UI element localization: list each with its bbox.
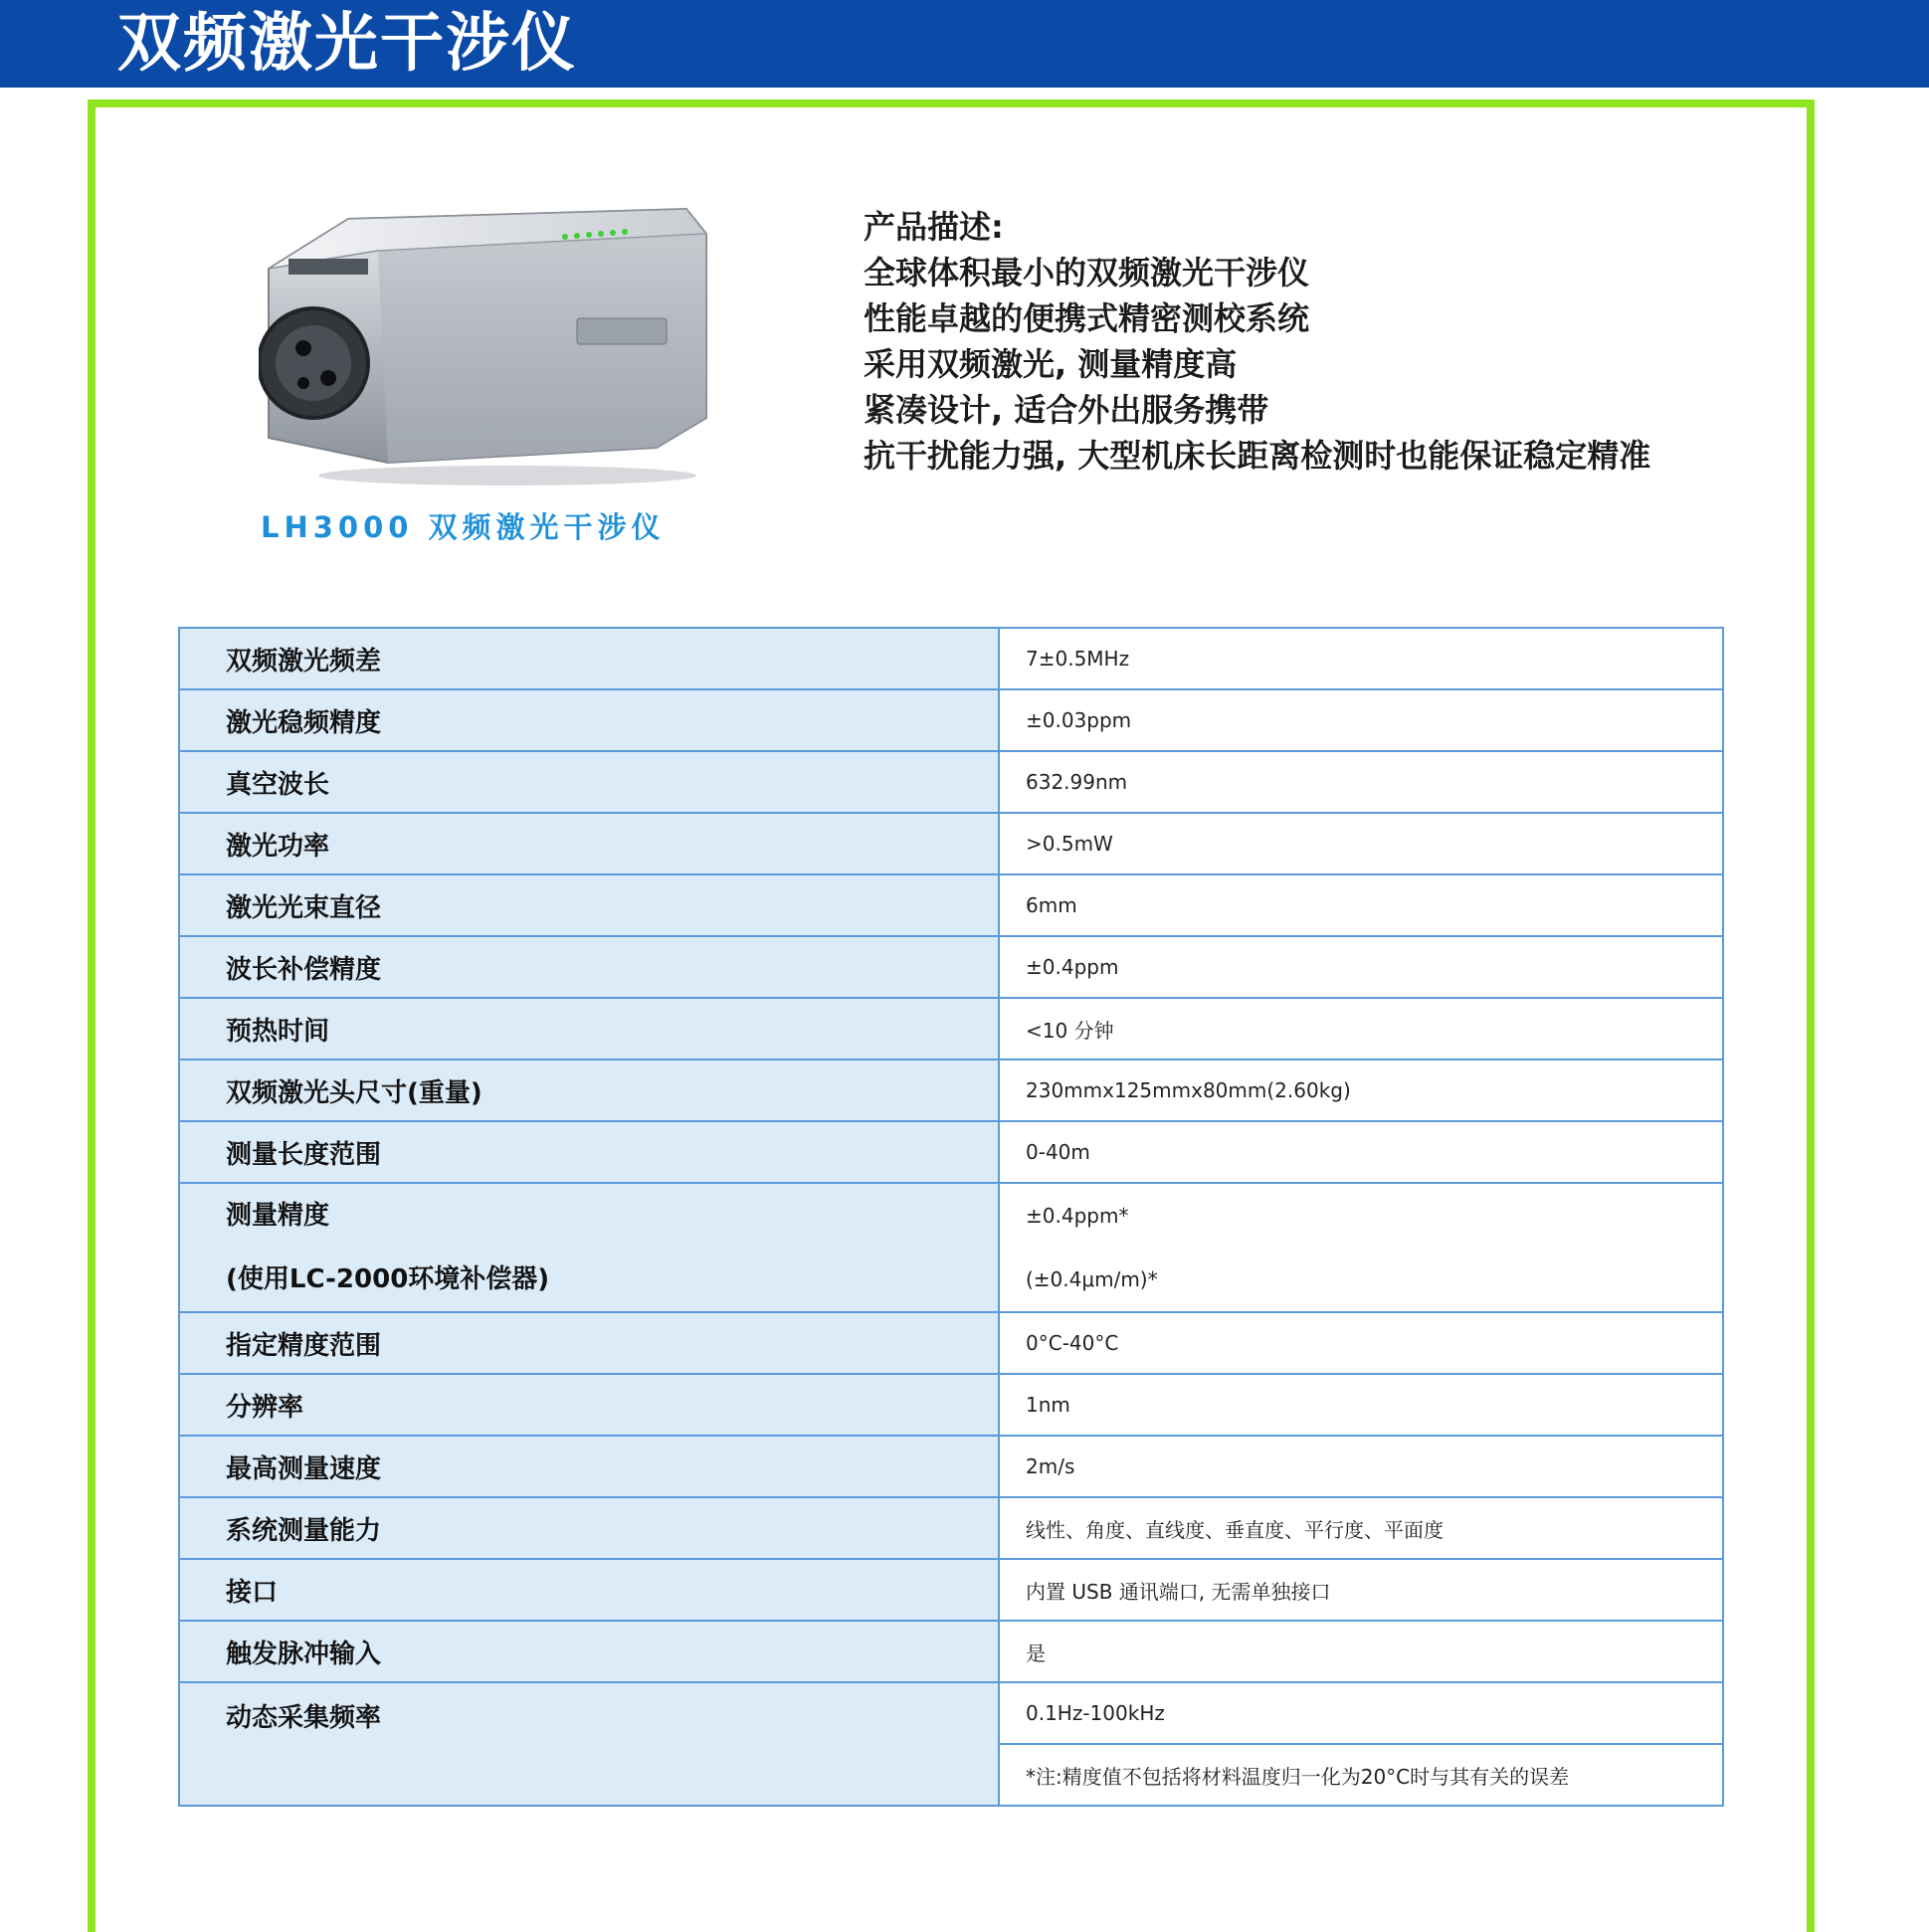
spec-label: [179, 1183, 999, 1312]
spec-value: 0-40m: [999, 1121, 1723, 1183]
spec-label: 激光光束直径: [179, 874, 999, 936]
spec-label: 触发脉冲输入: [179, 1621, 999, 1682]
table-row: [179, 689, 1723, 751]
product-image: [259, 189, 726, 487]
page-title: 双频激光干涉仪: [117, 7, 577, 81]
spec-label: 预热时间: [179, 998, 999, 1060]
table-row: [179, 1374, 1723, 1436]
spec-label: 双频激光频差: [179, 628, 999, 689]
spec-label-line: 测量精度: [226, 1201, 330, 1231]
spec-value-line: (±0.4μm/m)*: [1026, 1267, 1158, 1291]
table-row: [179, 1436, 1723, 1497]
spec-label: 激光功率: [179, 813, 999, 874]
spec-value: 是: [999, 1621, 1723, 1682]
product-description: [864, 204, 1650, 479]
spec-label: 最高测量速度: [179, 1436, 999, 1497]
spec-value: 632.99nm: [999, 751, 1723, 813]
spec-value-line: ±0.4ppm*: [1026, 1204, 1129, 1228]
spec-value: 2m/s: [999, 1436, 1723, 1497]
spec-label: 动态采集频率: [179, 1682, 999, 1806]
table-row: [179, 751, 1723, 813]
spec-value: ±0.4ppm: [999, 936, 1723, 998]
table-row: [179, 813, 1723, 874]
header-bar: [0, 0, 1929, 88]
table-row: [179, 998, 1723, 1060]
spec-value: 内置 USB 通讯端口, 无需单独接口: [999, 1559, 1723, 1621]
spec-value: [999, 1183, 1723, 1312]
spec-label: 系统测量能力: [179, 1497, 999, 1559]
description-line: 抗干扰能力强, 大型机床长距离检测时也能保证稳定精准: [864, 437, 1651, 475]
spec-value: <10 分钟: [999, 998, 1723, 1060]
table-row: [179, 1621, 1723, 1682]
table-row: [179, 1060, 1723, 1121]
spec-value: 230mmx125mmx80mm(2.60kg): [999, 1060, 1723, 1121]
table-row: [179, 1312, 1723, 1374]
description-line: 全球体积最小的双频激光干涉仪: [864, 254, 1310, 291]
spec-value: 7±0.5MHz: [999, 628, 1723, 689]
spec-label: 真空波长: [179, 751, 999, 813]
spec-label: 双频激光头尺寸(重量): [179, 1060, 999, 1121]
spec-label: 接口: [179, 1559, 999, 1621]
spec-value: 1nm: [999, 1374, 1723, 1436]
description-line: 紧凑设计, 适合外出服务携带: [864, 391, 1269, 429]
spec-label: 激光稳频精度: [179, 689, 999, 751]
description-line: 性能卓越的便携式精密测校系统: [864, 299, 1310, 337]
spec-value: 6mm: [999, 874, 1723, 936]
table-row: [179, 1682, 1723, 1744]
product-caption: LH3000 双频激光干涉仪: [261, 510, 666, 544]
spec-value: 0°C-40°C: [999, 1312, 1723, 1374]
table-row: [179, 1121, 1723, 1183]
spec-label: 波长补偿精度: [179, 936, 999, 998]
table-row: [179, 936, 1723, 998]
spec-value: ±0.03ppm: [999, 689, 1723, 751]
table-row: [179, 874, 1723, 936]
spec-table: [178, 627, 1724, 1807]
table-row: [179, 1559, 1723, 1621]
footnote: *注:精度值不包括将材料温度归一化为20°C时与其有关的误差: [999, 1744, 1723, 1806]
spec-label: 分辨率: [179, 1374, 999, 1436]
description-line: 采用双频激光, 测量精度高: [864, 345, 1238, 383]
description-title: 产品描述:: [864, 208, 1004, 246]
spec-label: 测量长度范围: [179, 1121, 999, 1183]
table-row: [179, 1183, 1723, 1312]
spec-label-line: (使用LC-2000环境补偿器): [226, 1264, 550, 1294]
spec-value: >0.5mW: [999, 813, 1723, 874]
table-row: [179, 1497, 1723, 1559]
spec-value: 线性、角度、直线度、垂直度、平行度、平面度: [999, 1497, 1723, 1559]
spec-label: 指定精度范围: [179, 1312, 999, 1374]
spec-value: 0.1Hz-100kHz: [999, 1682, 1723, 1744]
table-row: [179, 628, 1723, 689]
